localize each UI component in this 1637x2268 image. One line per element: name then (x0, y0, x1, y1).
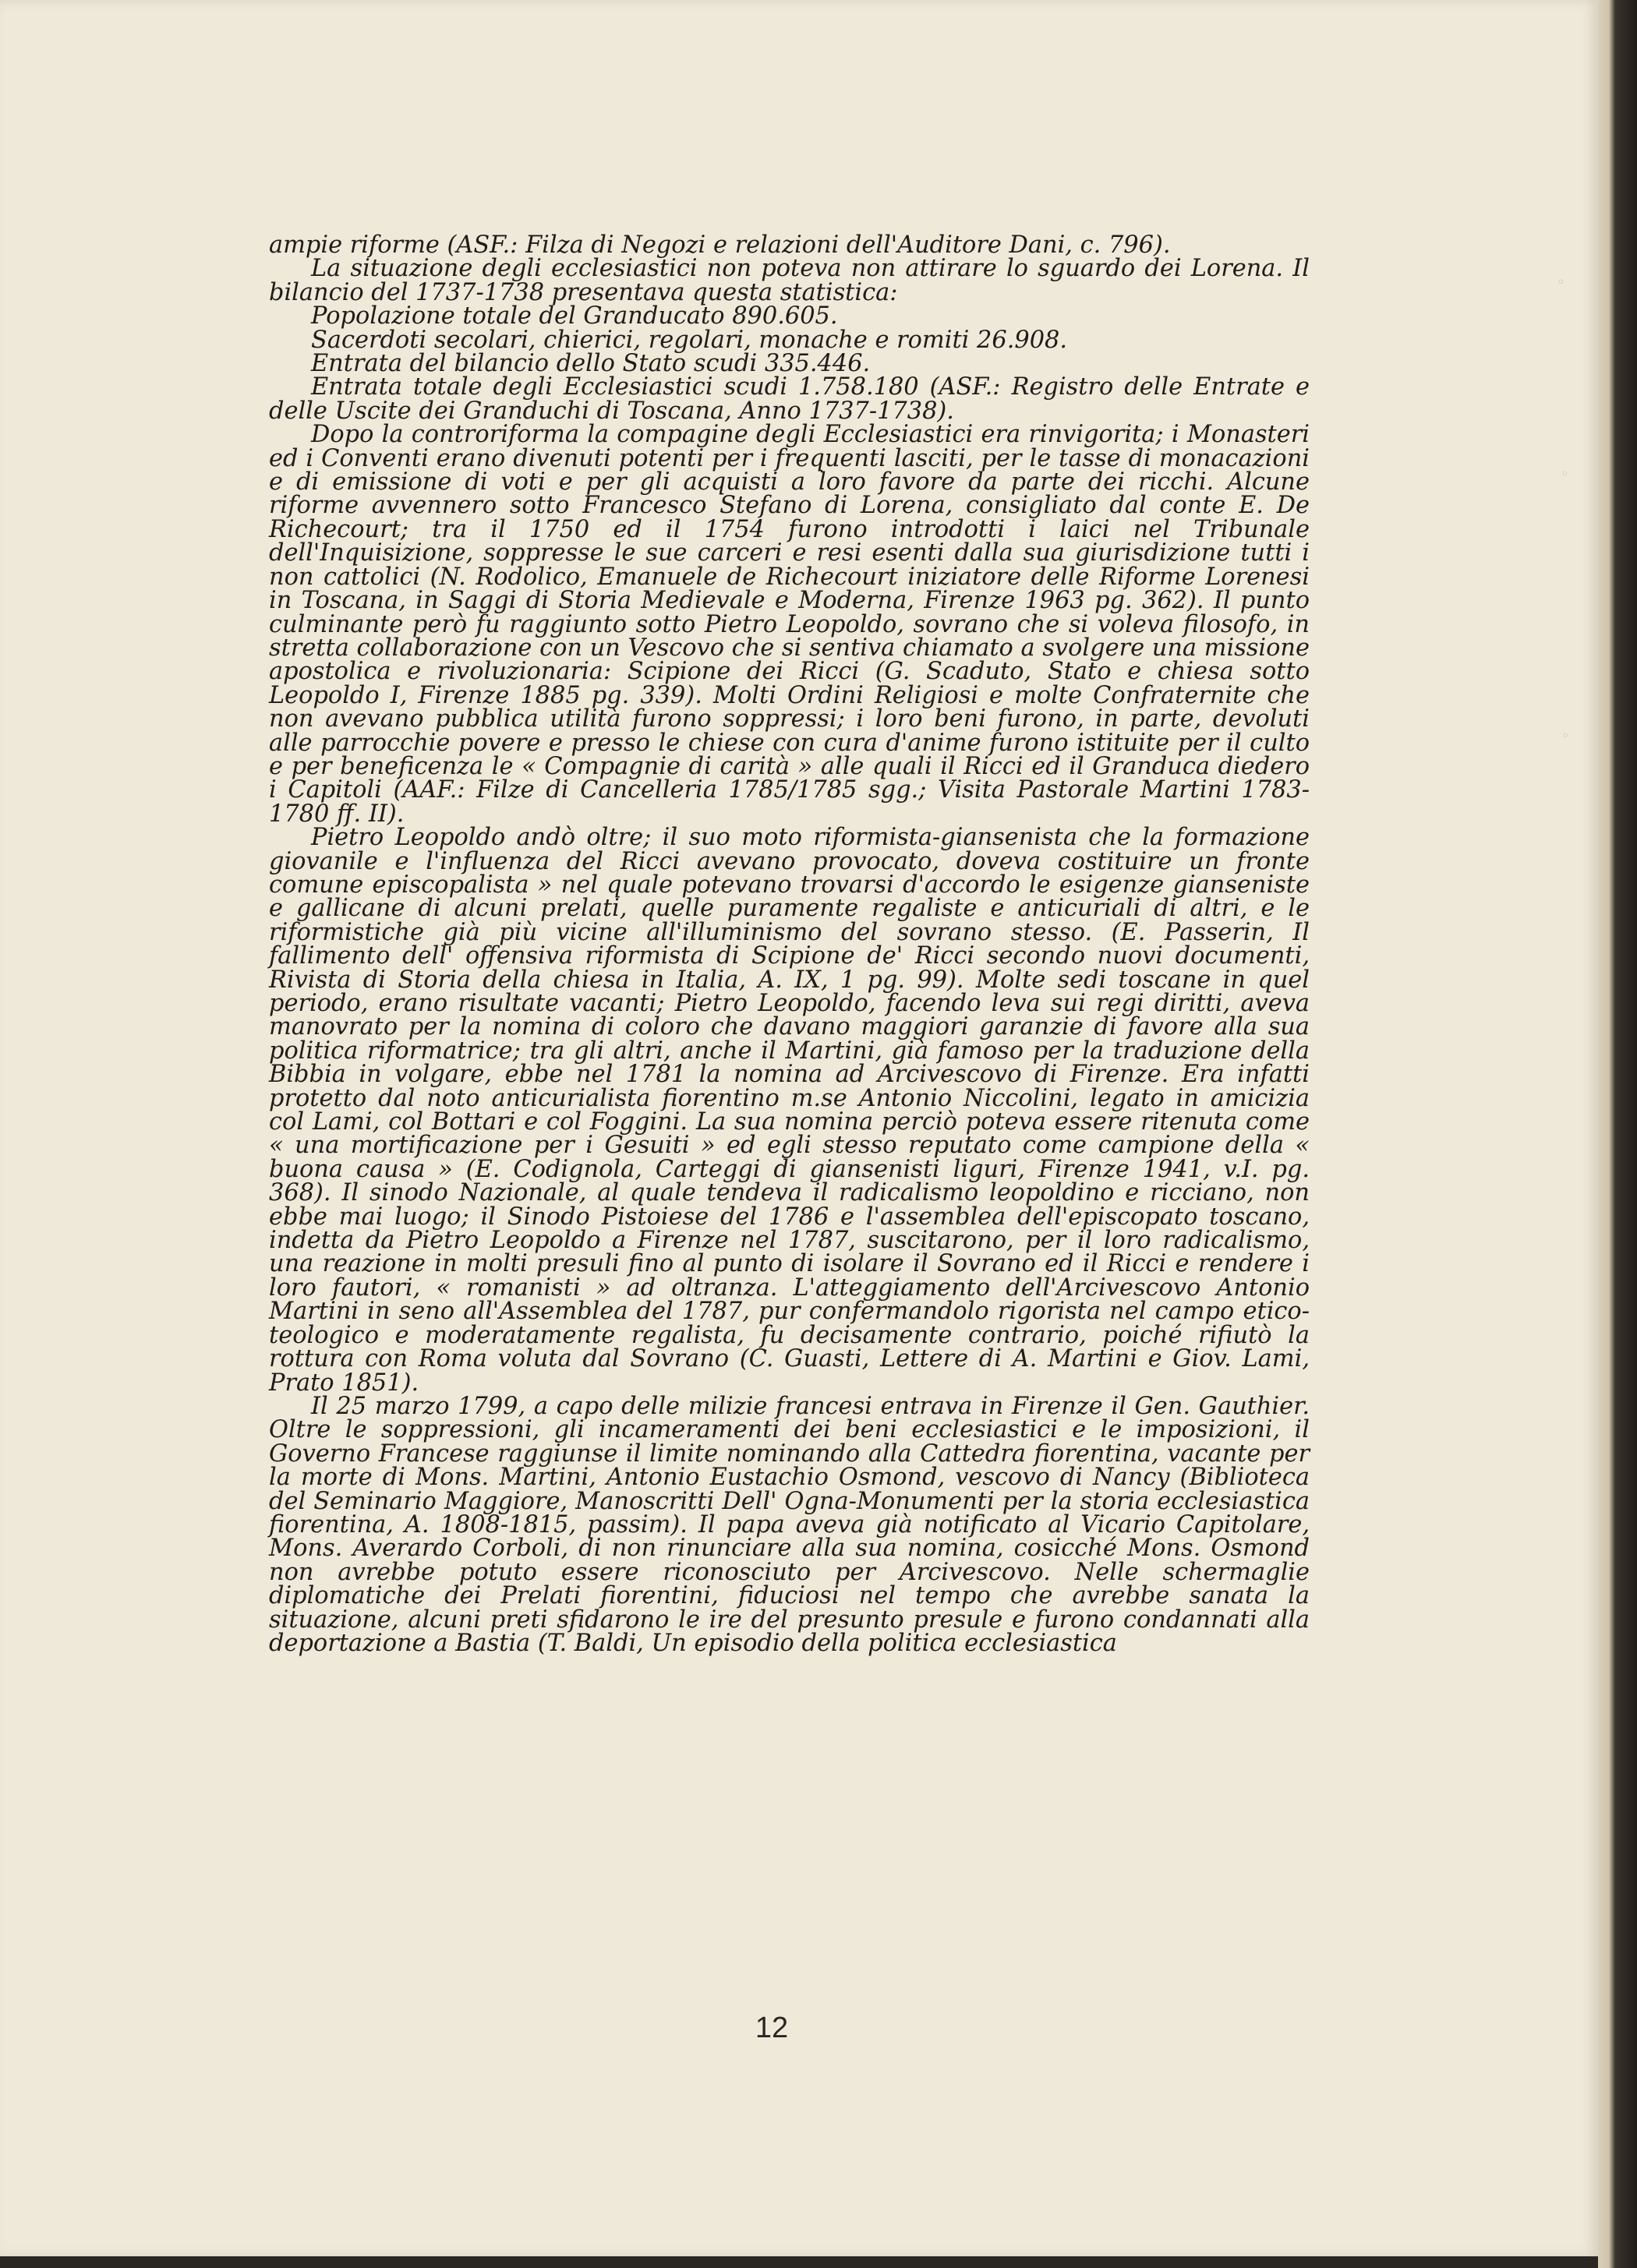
margin-speck: ◦ (1561, 466, 1569, 482)
margin-speck: ◦ (1561, 728, 1570, 744)
stat-clergy: Sacerdoti secolari, chierici, regolari, monache e romiti 26.908. (311, 326, 1068, 354)
paragraph-controriforma: Dopo la controriforma la compagine degli Ecclesiastici era rinvigorita; i Monasteri ed i Conventi erano divenuti potenti per i frequenti lasciti, per le tasse di monacazioni e di emissione di voti e per gli acquisti a loro favore da parte dei ricchi. Alcune riforme avvennero sotto Francesco Stefano di Lorena, consigliato dal conte E. De Richecourt; tra il 1750 ed il 1754 furono introdotti i laici nel Tribunale dell'Inquisizione, soppresse le sue carceri e resi esenti dalla sua giurisdizione tutti i non cattolici (N. Rodolico, Emanuele de Richecourt iniziatore delle Riforme Lorenesi in Toscana, in Saggi di Storia Medievale e Moderna, Firenze 1963 pg. 362). Il punto culminante però fu raggiunto sotto Pietro Leopoldo, sovrano che si voleva filosofo, in stretta collaborazione con un Vescovo che si sentiva chiamato a svolgere una missione apostolica e rivoluzionaria: Scipione dei Ricci (G. Scaduto, Stato e chiesa sotto Leopoldo I, Firenze 1885 pg. 339). Molti Ordini Religiosi e molte Confraternite che non avevano pubblica utilità furono soppressi; i loro beni furono, in parte, devoluti alle parrocchie povere e presso le chiese con cura d'anime furono istituite per il culto e per beneficenza le « Compagnie di carità » alle quali il Ricci ed il Granduca diedero i Capitoli (AAF.: Filze di Cancelleria 1785/1785 sgg.; Visita Pastorale Martini 1783-1780 ff. II). (269, 421, 1310, 828)
paragraph-opening: ampie riforme (ASF.: Filza di Negozi e relazioni dell'Auditore Dani, c. 796). (269, 231, 1171, 259)
paragraph-1799: Il 25 marzo 1799, a capo delle milizie francesi entrava in Firenze il Gen. Gauthier. Oltre le soppressioni, gli incameramenti dei beni ecclesiastici e le imposizioni, il Governo Francese raggiunse il limite nominando alla Cattedra fiorentina, vacante per la morte di Mons. Martini, Antonio Eustachio Osmond, vescovo di Nancy (Biblioteca del Seminario Maggiore, Manoscritti Dell' Ogna-Monumenti per la storia ecclesiastica fiorentina, A. 1808-1815, passim). Il papa aveva già notificato al Vicario Capitolare, Mons. Averardo Corboli, di non rinunciare alla sua nomina, cosicché Mons. Osmond non avrebbe potuto essere riconosciuto per Arcivescovo. Nelle schermaglie diplomatiche dei Prelati fiorentini, fiduciosi nel tempo che avrebbe sanata la situazione, alcuni preti sfidarono le ire del presunto presule e furono condannati alla deportazione a Bastia (T. Baldi, Un episodio della politica ecclesiastica (269, 1392, 1310, 1657)
paragraph-pietro-leopoldo: Pietro Leopoldo andò oltre; il suo moto riformista-giansenista che la formazione giovanile e l'influenza del Ricci avevano provocato, doveva costituire un fronte comune episcopalista » nel quale potevano trovarsi d'accordo le esigenze gianseniste e gallicane di alcuni prelati, quelle puramente regaliste e anticuriali di altri, e le riformistiche già più vicine all'illuminismo del sovrano stesso. (E. Passerin, Il fallimento dell' offensiva riformista di Scipione de' Ricci secondo nuovi documenti, Rivista di Storia della chiesa in Italia, A. IX, 1 pg. 99). Molte sedi toscane in quel periodo, erano risultate vacanti; Pietro Leopoldo, facendo leva sui regi diritti, aveva manovrato per la nomina di coloro che davano maggiori garanzie di favore alla sua politica riformatrice; tra gli altri, anche il Martini, già famoso per la traduzione della Bibbia in volgare, ebbe nel 1781 la nomina ad Arcivescovo di Firenze. Era infatti protetto dal noto anticurialista fiorentino m.se Antonio Niccolini, legato in amicizia col Lami, col Bottari e col Foggini. La sua nomina perciò poteva essere ritenuta come « una mortificazione per i Gesuiti » ed egli stesso reputato come campione della « buona causa » (E. Codignola, Carteggi di giansenisti liguri, Firenze 1941, v.I. pg. 368). Il sinodo Nazionale, al quale tendeva il radicalismo leopoldino e ricciano, non ebbe mai luogo; il Sinodo Pistoiese del 1786 e l'assemblea dell'episcopato toscano, indetta da Pietro Leopoldo a Firenze nel 1787, suscitarono, per il loro radicalismo, una reazione in molti presuli fino al punto di isolare il Sovrano ed il Ricci e rendere i loro fautori, « romanisti » ad oltranza. L'atteggiamento dell'Arcivescovo Antonio Martini in seno all'Assemblea del 1787, pur confermandolo rigorista nel campo etico- teologico e moderatamente regalista, fu decisamente contrario, poiché rifiutò la rottura con Roma voluta dal Sovrano (C. Guasti, Lettere di A. Martini e Giov. Lami, Prato 1851). (269, 824, 1310, 1397)
stat-church-income: Entrata totale degli Ecclesiastici scudi 1.758.180 (ASF.: Registro delle Entrate e delle Uscite dei Granduchi di Toscana, Anno 1737-1738). (269, 373, 1310, 425)
page-number: 12 (755, 2012, 789, 2044)
paragraph-ecclesiastici: La situazione degli ecclesiastici non poteva non attirare lo sguardo dei Lorena. Il bilancio del 1737-1738 presentava questa statistica: (269, 255, 1310, 306)
main-text (269, 231, 1310, 1657)
stat-state-budget: Entrata del bilancio dello Stato scudi 335.446. (311, 350, 871, 378)
stat-population: Popolazione totale del Granducato 890.605. (311, 302, 838, 330)
page-bottom-edge (0, 2256, 1598, 2268)
margin-speck: ◦ (1557, 274, 1565, 291)
book-spine (1598, 0, 1637, 2268)
